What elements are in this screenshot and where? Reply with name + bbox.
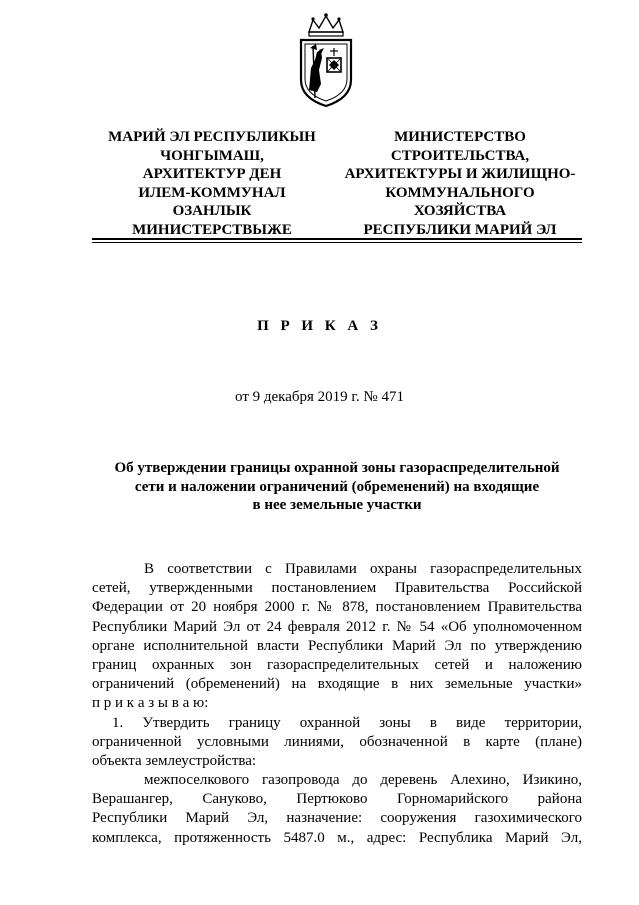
body-line: В соответствии с Правилами охраны газораспределительных	[144, 561, 582, 577]
order-title-line: сети и наложении ограничений (обременений) на входящие	[134, 478, 540, 495]
header-right-line: РЕСПУБЛИКИ МАРИЙ ЭЛ	[363, 221, 557, 238]
header-left-line: ОЗАНЛЫК	[172, 203, 252, 219]
body-line: Республики Марий Эл от 24 февраля 2012 г. № 54 «Об уполномоченном	[92, 618, 582, 635]
header-right-line: СТРОИТЕЛЬСТВА,	[390, 147, 530, 164]
header-left-line: МИНИСТЕРСТВЫЖЕ	[132, 221, 292, 238]
body-line: объекта землеустройства:	[92, 752, 257, 769]
header-right-line: АРХИТЕКТУРЫ И ЖИЛИЩНО-	[344, 166, 576, 182]
order-title-line: в нее земельные участки	[252, 497, 422, 513]
order-title-line: Об утверждении границы охранной зоны газораспределительной	[114, 460, 560, 476]
order-date-number: от 9 декабря 2019 г. № 471	[235, 389, 404, 405]
body-line: комплекса, протяженность 5487.0 м., адрес: Республика Марий Эл,	[92, 829, 582, 846]
header-right-line: МИНИСТЕРСТВО	[394, 129, 526, 145]
body-line: сетей, утвержденными постановлением Правительства Российской	[92, 580, 582, 597]
header-divider-thick	[92, 238, 582, 240]
body-line: Верашангер, Сануково, Пертюково Горномарийского района	[92, 791, 582, 808]
body-line: межпоселкового газопровода до деревень Алехино, Изикино,	[144, 772, 582, 789]
header-left-line: АРХИТЕКТУР ДЕН	[142, 166, 282, 182]
coat-of-arms-emblem	[291, 10, 361, 110]
header-left-line: ИЛЕМ-КОММУНАЛ	[138, 184, 286, 201]
header-right-russian	[338, 128, 582, 239]
header-right-line: КОММУНАЛЬНОГО	[385, 184, 535, 201]
body-line: органе исполнительной власти Республики Марий Эл по утверждению	[92, 637, 582, 654]
header-right-line: ХОЗЯЙСТВА	[413, 203, 507, 219]
header-divider-thin	[92, 242, 582, 243]
body-line: Федерации от 20 ноября 2000 г. № 878, постановлением Правительства	[92, 599, 582, 616]
body-line-item-1: 1. Утвердить границу охранной зоны в виде территории,	[112, 714, 582, 731]
header-left-line: МАРИЙ ЭЛ РЕСПУБЛИКЫН	[108, 129, 316, 145]
body-line: ограниченной условными линиями, обозначенной в карте (плане)	[92, 733, 582, 750]
header-left-line: ЧОНГЫМАШ,	[160, 147, 264, 164]
document-type-heading: П Р И К А З	[257, 318, 382, 334]
body-line-prikazyvayu: п р и к а з ы в а ю:	[92, 695, 209, 712]
body-line: границ охранных зон газораспределительных сетей и наложению	[92, 656, 582, 673]
order-title	[92, 459, 582, 515]
order-body	[92, 560, 582, 848]
header-left-mari	[92, 128, 332, 239]
body-line: ограничений (обременений) на входящие в них земельные участки»	[92, 676, 582, 693]
body-line: Республики Марий Эл, назначение: сооружения газохимического	[92, 810, 582, 827]
